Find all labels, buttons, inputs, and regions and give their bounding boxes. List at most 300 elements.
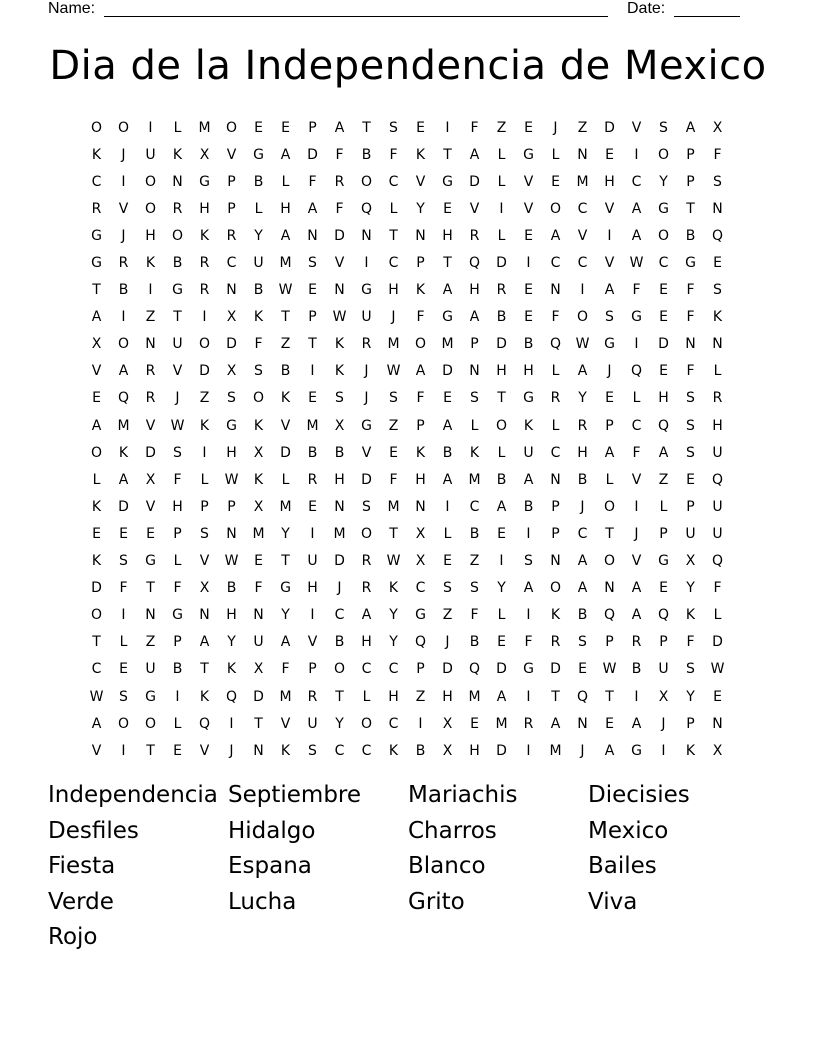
- grid-letter[interactable]: A: [280, 146, 291, 163]
- grid-letter[interactable]: K: [199, 688, 210, 705]
- grid-letter[interactable]: F: [632, 444, 641, 461]
- grid-letter[interactable]: V: [307, 634, 318, 651]
- grid-letter[interactable]: K: [91, 553, 102, 570]
- grid-letter[interactable]: F: [173, 471, 182, 488]
- grid-letter[interactable]: S: [335, 390, 344, 407]
- grid-letter[interactable]: T: [173, 309, 182, 326]
- grid-letter[interactable]: Q: [198, 715, 211, 732]
- grid-letter[interactable]: U: [712, 498, 723, 515]
- grid-letter[interactable]: J: [553, 119, 558, 136]
- grid-letter[interactable]: T: [281, 309, 290, 326]
- grid-letter[interactable]: M: [441, 336, 454, 353]
- grid-letter[interactable]: G: [523, 390, 534, 407]
- grid-letter[interactable]: L: [470, 417, 479, 434]
- grid-letter[interactable]: X: [253, 444, 264, 461]
- grid-letter[interactable]: Y: [389, 634, 398, 651]
- grid-letter[interactable]: M: [252, 525, 265, 542]
- grid-letter[interactable]: Q: [468, 255, 481, 272]
- grid-letter[interactable]: W: [170, 417, 185, 434]
- grid-letter[interactable]: G: [199, 173, 210, 190]
- grid-letter[interactable]: M: [279, 498, 292, 515]
- grid-letter[interactable]: L: [605, 471, 614, 488]
- grid-letter[interactable]: U: [361, 309, 372, 326]
- grid-letter[interactable]: S: [713, 173, 722, 190]
- grid-letter[interactable]: I: [121, 173, 126, 190]
- grid-letter[interactable]: G: [361, 282, 372, 299]
- grid-letter[interactable]: L: [497, 173, 506, 190]
- grid-letter[interactable]: O: [333, 661, 346, 678]
- grid-letter[interactable]: L: [497, 146, 506, 163]
- grid-letter[interactable]: V: [334, 255, 345, 272]
- grid-letter[interactable]: O: [117, 119, 130, 136]
- grid-letter[interactable]: A: [577, 363, 588, 380]
- grid-letter[interactable]: P: [605, 634, 614, 651]
- grid-letter[interactable]: E: [254, 119, 263, 136]
- grid-letter[interactable]: F: [335, 146, 344, 163]
- grid-letter[interactable]: A: [469, 309, 480, 326]
- grid-letter[interactable]: E: [173, 742, 182, 759]
- grid-letter[interactable]: V: [172, 363, 183, 380]
- grid-letter[interactable]: U: [658, 661, 669, 678]
- grid-letter[interactable]: M: [468, 688, 481, 705]
- grid-letter[interactable]: R: [550, 390, 561, 407]
- grid-letter[interactable]: Y: [335, 715, 344, 732]
- grid-letter[interactable]: Z: [577, 119, 588, 136]
- grid-letter[interactable]: E: [605, 146, 614, 163]
- grid-letter[interactable]: Z: [199, 390, 210, 407]
- grid-letter[interactable]: Q: [711, 471, 724, 488]
- grid-letter[interactable]: A: [631, 580, 642, 597]
- grid-letter[interactable]: T: [362, 119, 371, 136]
- grid-letter[interactable]: A: [631, 607, 642, 624]
- grid-letter[interactable]: H: [334, 471, 345, 488]
- grid-letter[interactable]: A: [604, 444, 615, 461]
- grid-letter[interactable]: C: [415, 580, 426, 597]
- grid-letter[interactable]: G: [172, 282, 183, 299]
- grid-letter[interactable]: B: [334, 444, 345, 461]
- grid-letter[interactable]: D: [361, 471, 372, 488]
- grid-letter[interactable]: S: [578, 634, 587, 651]
- grid-letter[interactable]: B: [172, 661, 183, 678]
- grid-letter[interactable]: O: [495, 417, 508, 434]
- grid-letter[interactable]: B: [415, 742, 426, 759]
- grid-letter[interactable]: E: [524, 227, 533, 244]
- grid-letter[interactable]: S: [119, 553, 128, 570]
- grid-letter[interactable]: F: [119, 580, 128, 597]
- grid-letter[interactable]: K: [145, 255, 156, 272]
- grid-letter[interactable]: E: [254, 553, 263, 570]
- grid-letter[interactable]: A: [550, 227, 561, 244]
- grid-letter[interactable]: H: [712, 417, 723, 434]
- grid-letter[interactable]: L: [254, 200, 263, 217]
- grid-letter[interactable]: E: [119, 525, 128, 542]
- grid-letter[interactable]: I: [418, 715, 423, 732]
- grid-letter[interactable]: J: [445, 634, 450, 651]
- grid-letter[interactable]: B: [577, 471, 588, 488]
- grid-letter[interactable]: Z: [469, 553, 480, 570]
- grid-letter[interactable]: V: [91, 742, 102, 759]
- grid-letter[interactable]: Y: [686, 580, 695, 597]
- grid-letter[interactable]: Q: [117, 390, 130, 407]
- grid-letter[interactable]: P: [416, 417, 425, 434]
- grid-letter[interactable]: B: [523, 498, 534, 515]
- grid-letter[interactable]: N: [226, 282, 237, 299]
- grid-letter[interactable]: U: [145, 146, 156, 163]
- grid-letter[interactable]: S: [659, 119, 668, 136]
- grid-letter[interactable]: I: [634, 498, 639, 515]
- grid-letter[interactable]: G: [631, 309, 642, 326]
- grid-letter[interactable]: K: [118, 444, 129, 461]
- grid-letter[interactable]: O: [90, 607, 103, 624]
- grid-letter[interactable]: F: [713, 580, 722, 597]
- grid-letter[interactable]: A: [415, 363, 426, 380]
- grid-letter[interactable]: F: [470, 607, 479, 624]
- grid-letter[interactable]: C: [388, 661, 399, 678]
- grid-letter[interactable]: I: [202, 309, 207, 326]
- grid-letter[interactable]: P: [551, 525, 560, 542]
- grid-letter[interactable]: K: [685, 742, 696, 759]
- grid-letter[interactable]: C: [631, 173, 642, 190]
- grid-letter[interactable]: A: [631, 200, 642, 217]
- grid-letter[interactable]: H: [658, 390, 669, 407]
- grid-letter[interactable]: N: [604, 580, 615, 597]
- grid-letter[interactable]: I: [499, 553, 504, 570]
- grid-letter[interactable]: U: [253, 634, 264, 651]
- grid-letter[interactable]: R: [172, 200, 183, 217]
- grid-letter[interactable]: O: [198, 336, 211, 353]
- grid-letter[interactable]: E: [92, 525, 101, 542]
- grid-letter[interactable]: A: [280, 634, 291, 651]
- grid-letter[interactable]: M: [333, 525, 346, 542]
- grid-letter[interactable]: N: [415, 227, 426, 244]
- grid-letter[interactable]: E: [524, 309, 533, 326]
- grid-letter[interactable]: X: [415, 553, 426, 570]
- grid-letter[interactable]: F: [551, 309, 560, 326]
- grid-letter[interactable]: B: [496, 309, 507, 326]
- grid-letter[interactable]: A: [577, 580, 588, 597]
- grid-letter[interactable]: G: [91, 255, 102, 272]
- grid-letter[interactable]: Q: [657, 417, 670, 434]
- grid-letter[interactable]: O: [603, 553, 616, 570]
- grid-letter[interactable]: N: [550, 553, 561, 570]
- grid-letter[interactable]: W: [629, 255, 644, 272]
- grid-letter[interactable]: P: [551, 498, 560, 515]
- grid-letter[interactable]: V: [469, 200, 480, 217]
- grid-letter[interactable]: H: [145, 227, 156, 244]
- grid-letter[interactable]: A: [604, 282, 615, 299]
- grid-letter[interactable]: I: [526, 255, 531, 272]
- grid-letter[interactable]: F: [416, 309, 425, 326]
- grid-letter[interactable]: T: [146, 742, 155, 759]
- grid-letter[interactable]: Q: [549, 336, 562, 353]
- grid-letter[interactable]: F: [470, 119, 479, 136]
- grid-letter[interactable]: Y: [686, 688, 695, 705]
- grid-letter[interactable]: S: [686, 390, 695, 407]
- grid-letter[interactable]: M: [549, 742, 562, 759]
- grid-letter[interactable]: R: [361, 553, 372, 570]
- grid-letter[interactable]: I: [526, 688, 531, 705]
- grid-letter[interactable]: E: [308, 282, 317, 299]
- grid-letter[interactable]: A: [523, 580, 534, 597]
- grid-letter[interactable]: M: [495, 715, 508, 732]
- grid-letter[interactable]: J: [364, 390, 369, 407]
- grid-letter[interactable]: F: [713, 146, 722, 163]
- grid-letter[interactable]: A: [685, 119, 696, 136]
- grid-letter[interactable]: T: [92, 282, 101, 299]
- grid-letter[interactable]: N: [145, 607, 156, 624]
- grid-letter[interactable]: X: [712, 119, 723, 136]
- grid-letter[interactable]: L: [362, 688, 371, 705]
- grid-letter[interactable]: O: [171, 227, 184, 244]
- grid-letter[interactable]: K: [388, 742, 399, 759]
- grid-letter[interactable]: C: [388, 173, 399, 190]
- grid-letter[interactable]: P: [227, 498, 236, 515]
- grid-letter[interactable]: B: [523, 336, 534, 353]
- grid-letter[interactable]: V: [604, 200, 615, 217]
- grid-letter[interactable]: Y: [389, 607, 398, 624]
- grid-letter[interactable]: A: [577, 553, 588, 570]
- grid-letter[interactable]: P: [470, 336, 479, 353]
- grid-letter[interactable]: E: [497, 525, 506, 542]
- grid-letter[interactable]: S: [308, 255, 317, 272]
- grid-letter[interactable]: Z: [280, 336, 291, 353]
- grid-letter[interactable]: I: [607, 227, 612, 244]
- grid-letter[interactable]: O: [657, 146, 670, 163]
- grid-letter[interactable]: S: [389, 390, 398, 407]
- grid-letter[interactable]: C: [91, 173, 102, 190]
- grid-letter[interactable]: L: [389, 200, 398, 217]
- grid-letter[interactable]: K: [469, 444, 480, 461]
- grid-letter[interactable]: B: [118, 282, 129, 299]
- grid-letter[interactable]: D: [334, 227, 345, 244]
- grid-letter[interactable]: S: [362, 498, 371, 515]
- grid-letter[interactable]: V: [523, 173, 534, 190]
- grid-letter[interactable]: E: [443, 390, 452, 407]
- grid-letter[interactable]: E: [713, 688, 722, 705]
- grid-letter[interactable]: A: [442, 417, 453, 434]
- grid-letter[interactable]: B: [577, 607, 588, 624]
- grid-letter[interactable]: A: [523, 471, 534, 488]
- grid-letter[interactable]: Y: [578, 390, 587, 407]
- grid-letter[interactable]: E: [524, 119, 533, 136]
- grid-letter[interactable]: U: [523, 444, 534, 461]
- grid-letter[interactable]: V: [280, 417, 291, 434]
- grid-letter[interactable]: A: [442, 282, 453, 299]
- grid-letter[interactable]: Z: [145, 634, 156, 651]
- grid-letter[interactable]: T: [92, 634, 101, 651]
- grid-letter[interactable]: R: [199, 282, 210, 299]
- grid-letter[interactable]: V: [199, 742, 210, 759]
- grid-letter[interactable]: Y: [281, 525, 290, 542]
- grid-letter[interactable]: M: [279, 688, 292, 705]
- grid-letter[interactable]: Z: [496, 119, 507, 136]
- grid-letter[interactable]: R: [145, 390, 156, 407]
- grid-letter[interactable]: J: [229, 742, 234, 759]
- grid-letter[interactable]: K: [253, 417, 264, 434]
- grid-letter[interactable]: J: [634, 525, 639, 542]
- grid-letter[interactable]: O: [360, 715, 373, 732]
- grid-letter[interactable]: B: [307, 444, 318, 461]
- grid-letter[interactable]: X: [442, 715, 453, 732]
- grid-letter[interactable]: E: [443, 200, 452, 217]
- grid-letter[interactable]: J: [580, 742, 585, 759]
- grid-letter[interactable]: U: [712, 525, 723, 542]
- grid-letter[interactable]: H: [307, 580, 318, 597]
- grid-letter[interactable]: O: [414, 336, 427, 353]
- grid-letter[interactable]: H: [415, 471, 426, 488]
- grid-letter[interactable]: S: [173, 444, 182, 461]
- grid-letter[interactable]: Q: [468, 661, 481, 678]
- grid-letter[interactable]: M: [306, 417, 319, 434]
- grid-letter[interactable]: L: [551, 363, 560, 380]
- grid-letter[interactable]: I: [661, 742, 666, 759]
- grid-letter[interactable]: N: [550, 471, 561, 488]
- grid-letter[interactable]: K: [685, 607, 696, 624]
- grid-letter[interactable]: C: [550, 444, 561, 461]
- grid-letter[interactable]: D: [496, 742, 507, 759]
- grid-letter[interactable]: B: [631, 661, 642, 678]
- grid-letter[interactable]: A: [469, 146, 480, 163]
- grid-letter[interactable]: Q: [603, 607, 616, 624]
- grid-letter[interactable]: D: [469, 173, 480, 190]
- grid-letter[interactable]: J: [391, 309, 396, 326]
- grid-letter[interactable]: E: [713, 255, 722, 272]
- grid-letter[interactable]: R: [496, 282, 507, 299]
- grid-letter[interactable]: L: [713, 363, 722, 380]
- grid-letter[interactable]: N: [712, 715, 723, 732]
- grid-letter[interactable]: A: [280, 227, 291, 244]
- grid-letter[interactable]: U: [145, 661, 156, 678]
- grid-letter[interactable]: X: [685, 553, 696, 570]
- grid-letter[interactable]: N: [577, 715, 588, 732]
- grid-letter[interactable]: J: [607, 363, 612, 380]
- grid-letter[interactable]: W: [224, 553, 239, 570]
- grid-letter[interactable]: E: [308, 498, 317, 515]
- grid-letter[interactable]: V: [631, 553, 642, 570]
- grid-letter[interactable]: W: [278, 282, 293, 299]
- grid-letter[interactable]: F: [335, 200, 344, 217]
- grid-letter[interactable]: C: [388, 255, 399, 272]
- grid-letter[interactable]: K: [550, 607, 561, 624]
- grid-letter[interactable]: L: [632, 390, 641, 407]
- grid-letter[interactable]: X: [415, 525, 426, 542]
- grid-letter[interactable]: N: [712, 336, 723, 353]
- grid-letter[interactable]: Z: [415, 688, 426, 705]
- grid-letter[interactable]: I: [634, 146, 639, 163]
- grid-letter[interactable]: K: [415, 282, 426, 299]
- grid-letter[interactable]: W: [386, 363, 401, 380]
- grid-letter[interactable]: H: [577, 444, 588, 461]
- grid-letter[interactable]: K: [253, 471, 264, 488]
- grid-letter[interactable]: K: [226, 661, 237, 678]
- grid-letter[interactable]: V: [280, 715, 291, 732]
- grid-letter[interactable]: R: [577, 417, 588, 434]
- grid-letter[interactable]: S: [227, 390, 236, 407]
- grid-letter[interactable]: C: [226, 255, 237, 272]
- grid-letter[interactable]: A: [91, 417, 102, 434]
- grid-letter[interactable]: P: [659, 525, 668, 542]
- grid-letter[interactable]: K: [253, 309, 264, 326]
- grid-letter[interactable]: G: [523, 146, 534, 163]
- grid-letter[interactable]: N: [577, 146, 588, 163]
- grid-letter[interactable]: M: [576, 173, 589, 190]
- grid-letter[interactable]: T: [254, 715, 263, 732]
- grid-letter[interactable]: R: [91, 200, 102, 217]
- grid-letter[interactable]: N: [226, 525, 237, 542]
- grid-letter[interactable]: X: [253, 661, 264, 678]
- grid-letter[interactable]: H: [496, 363, 507, 380]
- grid-letter[interactable]: D: [442, 363, 453, 380]
- grid-letter[interactable]: V: [145, 498, 156, 515]
- grid-letter[interactable]: J: [175, 390, 180, 407]
- grid-letter[interactable]: E: [389, 444, 398, 461]
- grid-letter[interactable]: T: [389, 525, 398, 542]
- grid-letter[interactable]: K: [91, 146, 102, 163]
- grid-letter[interactable]: S: [605, 309, 614, 326]
- grid-letter[interactable]: M: [117, 417, 130, 434]
- grid-letter[interactable]: U: [685, 525, 696, 542]
- grid-letter[interactable]: E: [524, 282, 533, 299]
- grid-letter[interactable]: H: [388, 282, 399, 299]
- grid-letter[interactable]: R: [361, 336, 372, 353]
- grid-letter[interactable]: D: [712, 634, 723, 651]
- grid-letter[interactable]: P: [416, 255, 425, 272]
- grid-letter[interactable]: Y: [254, 227, 263, 244]
- grid-letter[interactable]: A: [496, 688, 507, 705]
- grid-letter[interactable]: K: [334, 336, 345, 353]
- grid-letter[interactable]: W: [224, 471, 239, 488]
- grid-letter[interactable]: B: [469, 634, 480, 651]
- grid-letter[interactable]: O: [252, 390, 265, 407]
- grid-letter[interactable]: G: [172, 607, 183, 624]
- grid-letter[interactable]: V: [226, 146, 237, 163]
- grid-letter[interactable]: P: [227, 173, 236, 190]
- grid-letter[interactable]: H: [523, 363, 534, 380]
- grid-letter[interactable]: A: [118, 363, 129, 380]
- grid-letter[interactable]: L: [173, 553, 182, 570]
- grid-letter[interactable]: P: [308, 309, 317, 326]
- grid-letter[interactable]: I: [634, 688, 639, 705]
- grid-letter[interactable]: D: [307, 146, 318, 163]
- grid-letter[interactable]: H: [226, 444, 237, 461]
- grid-letter[interactable]: A: [91, 715, 102, 732]
- grid-letter[interactable]: S: [308, 742, 317, 759]
- grid-letter[interactable]: A: [199, 634, 210, 651]
- grid-letter[interactable]: L: [551, 417, 560, 434]
- grid-letter[interactable]: X: [226, 309, 237, 326]
- grid-letter[interactable]: X: [91, 336, 102, 353]
- grid-letter[interactable]: G: [442, 173, 453, 190]
- grid-letter[interactable]: E: [551, 173, 560, 190]
- grid-letter[interactable]: M: [279, 255, 292, 272]
- grid-letter[interactable]: I: [148, 282, 153, 299]
- grid-letter[interactable]: V: [91, 363, 102, 380]
- grid-letter[interactable]: L: [173, 715, 182, 732]
- grid-letter[interactable]: S: [119, 688, 128, 705]
- grid-letter[interactable]: K: [172, 146, 183, 163]
- grid-letter[interactable]: B: [685, 227, 696, 244]
- grid-letter[interactable]: T: [551, 688, 560, 705]
- grid-letter[interactable]: P: [659, 634, 668, 651]
- grid-letter[interactable]: O: [549, 580, 562, 597]
- grid-letter[interactable]: I: [229, 715, 234, 732]
- grid-letter[interactable]: I: [121, 742, 126, 759]
- grid-letter[interactable]: E: [92, 390, 101, 407]
- grid-letter[interactable]: Q: [711, 553, 724, 570]
- date-blank-line[interactable]: [674, 16, 740, 17]
- grid-letter[interactable]: M: [387, 498, 400, 515]
- grid-letter[interactable]: H: [604, 173, 615, 190]
